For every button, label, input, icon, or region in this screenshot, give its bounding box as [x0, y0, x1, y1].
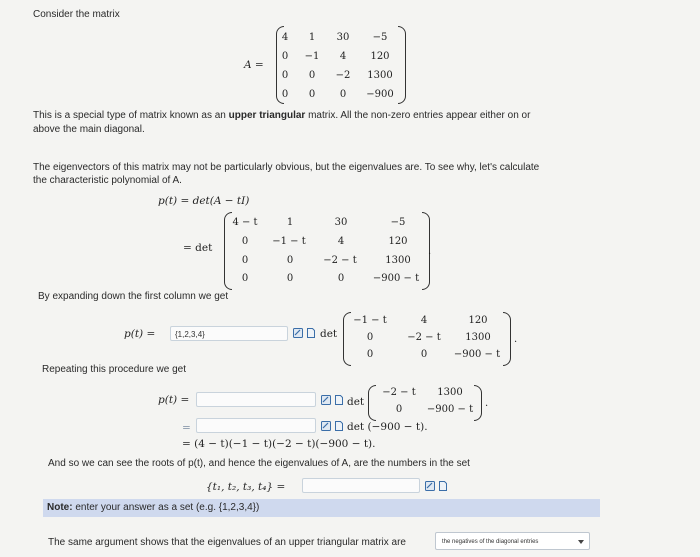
matrix-3x3-cell: 1300 — [465, 332, 491, 343]
matrix-ati-cell: 0 — [337, 273, 345, 284]
set-label: {t₁, t₂, t₃, t₄} = — [206, 481, 286, 493]
intro-text: Consider the matrix — [33, 9, 120, 20]
note-body: enter your answer as a set (e.g. {1,2,3,4}) — [72, 502, 260, 513]
matrix-ati-cell: 1300 — [385, 255, 411, 266]
edit-icon[interactable] — [293, 328, 303, 338]
matrix-ati-cell: 4 − t — [232, 217, 258, 228]
matrix-ati-cell: −900 − t — [372, 273, 420, 284]
matrix-ati-cell: 30 — [334, 217, 348, 228]
matrix-ati-cell: 0 — [286, 255, 294, 266]
eigenvalue-paragraph-line2: the characteristic polynomial of A. — [33, 175, 182, 186]
matrix-3x3-cell: 4 — [420, 315, 428, 326]
final-product: = (4 − t)(−1 − t)(−2 − t)(−900 − t). — [182, 438, 376, 450]
answer-input-3[interactable] — [196, 418, 316, 433]
matrix-3x3-cell: 120 — [468, 315, 488, 326]
matrix-a-cell: 0 — [281, 89, 289, 100]
answer-input-set[interactable] — [302, 478, 420, 493]
matrix-3x3-cell: 0 — [366, 332, 374, 343]
matrix-a-cell: 0 — [281, 51, 289, 62]
matrix-a-cell: −5 — [372, 32, 388, 43]
matrix-2x2-cell: −900 − t — [426, 404, 474, 415]
matrix-3x3-cell: −2 − t — [407, 332, 441, 343]
matrix-a-cell: 4 — [339, 51, 347, 62]
matrix-ati-cell: 4 — [337, 236, 345, 247]
document-icon[interactable] — [438, 481, 448, 491]
det-label-2: det — [347, 396, 365, 408]
pt-label-1: p(t) = — [124, 328, 156, 340]
matrix-a-cell: 1 — [308, 32, 316, 43]
answer-input-2[interactable] — [196, 392, 316, 407]
document-icon[interactable] — [334, 395, 344, 405]
pt-label-2: p(t) = — [158, 394, 190, 406]
matrix-a-label: A = — [244, 59, 264, 71]
matrix-a-cell: 0 — [281, 70, 289, 81]
chevron-down-icon — [578, 540, 584, 544]
matrix-a-cell: 0 — [339, 89, 347, 100]
matrix-ati-cell: −5 — [390, 217, 406, 228]
equals-sign: = — [182, 422, 191, 434]
matrix-a-cell: 1300 — [367, 70, 393, 81]
matrix-2x2-right-paren — [474, 385, 482, 421]
matrix-a-cell: 0 — [308, 70, 316, 81]
roots-text: And so we can see the roots of p(t), and hence the eigenvalues of A, are the numbers in the set — [48, 458, 470, 469]
upper-triangular-paragraph — [33, 110, 530, 121]
matrix-a-cell: 30 — [336, 32, 350, 43]
matrix-ati-cell: 0 — [241, 236, 249, 247]
det-label-1: det — [320, 328, 338, 340]
edit-icon[interactable] — [321, 395, 331, 405]
matrix-ati-cell: 120 — [388, 236, 408, 247]
eigenvalue-paragraph: The eigenvectors of this matrix may not be particularly obvious, but the eigenvalues are. To see why, let's calculate — [33, 162, 540, 173]
dropdown-selected-value: the negatives of the diagonal entries — [442, 539, 539, 545]
matrix-3x3-cell: −1 − t — [353, 315, 387, 326]
period: . — [485, 398, 489, 409]
matrix-3x3-cell: 0 — [420, 349, 428, 360]
matrix-ati-cell: −2 − t — [323, 255, 357, 266]
note-text — [47, 502, 259, 513]
paragraph-text: matrix. All the non-zero entries appear either on or — [305, 110, 531, 121]
document-icon[interactable] — [306, 328, 316, 338]
paragraph-text: This is a special type of matrix known as an — [33, 110, 229, 121]
edit-icon[interactable] — [321, 421, 331, 431]
matrix-a-cell: 4 — [281, 32, 289, 43]
answer-input-1[interactable]: {1,2,3,4} — [170, 326, 288, 341]
matrix-ati-cell: −1 − t — [272, 236, 306, 247]
matrix-ati-cell: 0 — [286, 273, 294, 284]
matrix-a-cell: 120 — [370, 51, 390, 62]
same-argument-text: The same argument shows that the eigenvalues of an upper triangular matrix are — [48, 537, 406, 548]
eigenvalue-dropdown[interactable] — [435, 532, 590, 550]
period: . — [428, 246, 432, 257]
det-equals-label: = det — [183, 242, 213, 254]
matrix-a-cell: −900 — [366, 89, 394, 100]
matrix-ati-cell: 1 — [286, 217, 294, 228]
matrix-2x2-cell: 1300 — [437, 387, 463, 398]
matrix-a-cell: −1 — [304, 51, 320, 62]
det-1x1: det (−900 − t). — [347, 421, 428, 433]
expand-text: By expanding down the first column we get — [38, 291, 229, 302]
document-icon[interactable] — [334, 421, 344, 431]
char-poly-definition: p(t) = det(A − tI) — [158, 195, 250, 207]
paragraph-continuation: above the main diagonal. — [33, 124, 145, 135]
edit-icon[interactable] — [425, 481, 435, 491]
matrix-ati-cell: 0 — [241, 273, 249, 284]
upper-triangular-term: upper triangular — [228, 110, 306, 121]
matrix-a-cell: −2 — [335, 70, 351, 81]
repeat-text: Repeating this procedure we get — [42, 364, 186, 375]
matrix-3x3-cell: −900 − t — [453, 349, 501, 360]
matrix-3x3-cell: 0 — [366, 349, 374, 360]
period: . — [514, 334, 518, 345]
note-label: Note: — [47, 502, 73, 513]
matrix-ati-cell: 0 — [241, 255, 249, 266]
matrix-2x2-cell: 0 — [395, 404, 403, 415]
matrix-a-cell: 0 — [308, 89, 316, 100]
matrix-2x2-cell: −2 − t — [382, 387, 416, 398]
